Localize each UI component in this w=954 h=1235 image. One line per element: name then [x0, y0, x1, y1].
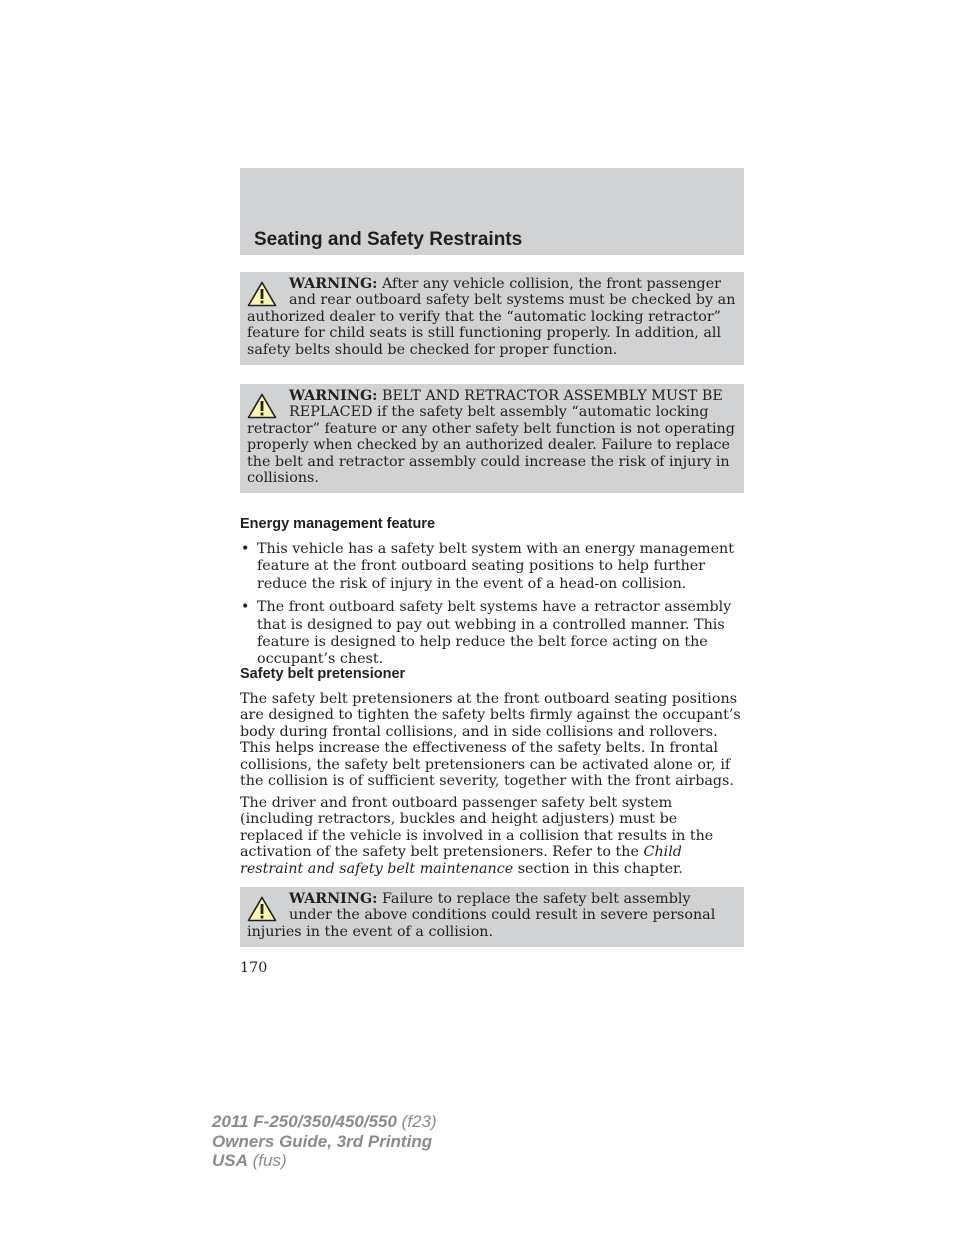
document-footer — [212, 1112, 437, 1171]
footer-code: (f23) — [396, 1112, 437, 1131]
warning-box — [240, 272, 744, 365]
page-title: Seating and Safety Restraints — [254, 229, 523, 250]
bullet-text: The front outboard safety belt systems have a retractor assembly that is designed to pay out webbing in a controlled manner. This feature is designed to help reduce the belt force acting on the occupant’s chest. — [257, 599, 732, 668]
paragraph-text: section in this chapter. — [513, 860, 683, 877]
warning-text: After any vehicle collision, the front passenger and rear outboard safety belt systems must be checked by an authorized dealer to verify that the “automatic locking retractor” feature for child seats is still functioning properly. In addition, all safety belts should be checked for proper function. — [247, 276, 736, 358]
warning-label: WARNING: — [289, 891, 378, 907]
bullet-text: This vehicle has a safety belt system with an energy management feature at the front outboard seating positions to help further reduce the risk of injury in the event of a head-on collision. — [257, 541, 735, 592]
footer-model: 2011 F-250/350/450/550 — [212, 1112, 397, 1131]
warning-box — [240, 887, 744, 947]
warning-text: Failure to replace the safety belt assembly under the above conditions could result in severe personal injuries in the event of a collision. — [247, 891, 716, 940]
energy-bullet-list — [240, 541, 744, 675]
cross-reference: Child restraint and safety belt maintenance — [240, 844, 682, 877]
page-number: 170 — [240, 960, 268, 976]
warning-triangle-icon — [247, 393, 277, 419]
section-heading-energy: Energy management feature — [240, 516, 436, 532]
section-header — [240, 168, 744, 255]
warning-triangle-icon — [247, 281, 277, 307]
paragraph-text: The driver and front outboard passenger safety belt system (including retractors, buckles and height adjusters) must be replaced if the vehicle is involved in a collision that results in the activation of the safety belt pretensioners. Refer to the — [240, 795, 714, 861]
list-item — [240, 541, 744, 593]
paragraph — [240, 795, 744, 877]
footer-edition: Owners Guide, 3rd Printing — [212, 1131, 433, 1151]
warning-label: WARNING: — [289, 276, 378, 292]
section-heading-pretensioner: Safety belt pretensioner — [240, 666, 406, 682]
bullet-icon: • — [241, 541, 250, 557]
warning-triangle-icon — [247, 896, 277, 922]
warning-label: WARNING: — [289, 388, 378, 404]
bullet-icon: • — [241, 599, 250, 616]
list-item — [240, 599, 744, 669]
footer-market: USA — [212, 1151, 248, 1170]
footer-market-code: (fus) — [247, 1151, 287, 1170]
warning-box — [240, 384, 744, 493]
warning-text: BELT AND RETRACTOR ASSEMBLY MUST BE REPLACED if the safety belt assembly “automatic locking retractor” feature or any other safety belt function is not operating properly when checked by an authorized dealer. Failure to replace the belt and retractor assembly could increase the risk of injury in collisions. — [247, 388, 735, 487]
paragraph: The safety belt pretensioners at the front outboard seating positions are designed to tighten the safety belts firmly against the occupant’s body during frontal collisions, and in side collisions and rollovers. This helps increase the effectiveness of the safety belts. In frontal collisions, the safety belt pretensioners can be activated alone or, if the collision is of sufficient severity, together with the front airbags. — [240, 691, 741, 790]
